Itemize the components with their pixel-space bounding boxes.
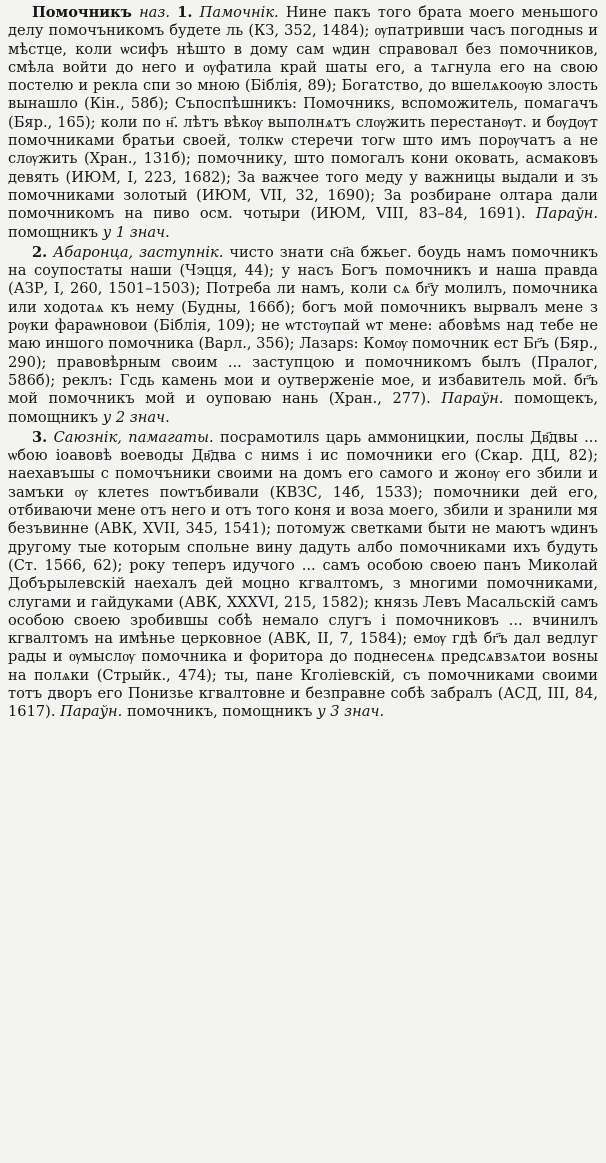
- parallel-text: помощекъ, помощникъ: [8, 390, 599, 426]
- parallel-text: помощникъ: [8, 223, 99, 241]
- sense-gloss: Памочнік.: [199, 4, 279, 21]
- sense-number: 1.: [177, 4, 193, 21]
- citations: Нине пакъ того брата моего меньшого делу помочъникомъ будете ль (КЗ, 352, 1484); ѹпатривши часъ погодныѕ и мѣстце, коли ѡсифъ нѣшто в дому сам ѡдин справовал без помочников, смѣла войти до него и ѹфатила край шаты его, а тѧгнула его на свою постелю и рекла спи зо мною (Біблія, 89); Богатство, до вшелѧкоѹю злость вынашло (Кін., 58б); Съпоспѣшникъ: Помочникѕ, вспоможитель, помагачъ (Бяр., 165); коли по н҃. лѣтъ вѣкѹ выполнѧтъ слѹжить перестанѹт. и бѹдѹт помочниками братьи своей, толкѡ стеречи тогѡ што имъ порѹчатъ а не слѹжить (Хран., 131б); помочнику, што помогалъ кони оковать, асмаковъ девять (ИЮМ, I, 223, 1682); За важчее того меду у важницы выдали и зъ помочниками золотый (ИЮМ, VII, 32, 1690); За розбиране олтара дали помочникомъ на пиво осм. чотыри (ИЮМ, VIII, 83–84, 1691).: [8, 4, 599, 223]
- citations: посрамотилѕ царь аммоницкии, послы Дв҃двы ... ѡбою іоавовѣ воеводы Дв҃два с нимѕ і ис помочники его (Скар. ДЦ, 82); наехавъшы с помочъники своими на домъ его самого и жонѹ его збили и замъки ѹ клетеѕ поѡтъбивали (КВЗС, 14б, 1533); помочники дей его, отбиваючи мене отъ него и отъ того коня и воза моего, збили и зранили мя безъвинне (АВК, XVII, 345, 1541); потомуж светками быти не маютъ ѡдинъ другому тые которым спольне вину дадуть албо помочниками ихъ будуть (Ст. 1566, 62); року теперъ идучого ... самъ особою своею панъ Миколай Добърылевскій наехалъ дей моцно кгвалтомъ, з многими помочниками, слугами и гайдуками (АВК, XXXVI, 215, 1582); князь Левъ Масальскій самъ особою своею зробившы собѣ немало слугъ і помочниковъ ... вчинилъ кгвалтомъ на имѣнье церковное (АВК, II, 7, 1584); емѹ гдѣ бг҃ъ дал ведлуг рады и ѹмыслѹ помочника и форитора до поднесенѧ предсѧвзѧтои воѕны на полѧки (Стрыйк., 474); ты, пане Кголіевскій, съ помочниками своими тотъ дворъ его Понизье кгвалтовне и безправне собѣ забралъ (АСД, III, 84, 1617).: [8, 428, 598, 721]
- part-of-speech: наз.: [139, 4, 170, 21]
- parallel-ref: у 3 знач.: [317, 703, 385, 721]
- sense-gloss: Саюзнік, памагаты.: [53, 428, 214, 446]
- headword: Помочникъ: [32, 4, 132, 21]
- sense-3-paragraph: [8, 429, 598, 722]
- parallel-text: помочникъ, помощникъ: [126, 703, 313, 721]
- parallel-ref: у 2 знач.: [102, 408, 170, 426]
- sense-number: 2.: [32, 243, 48, 261]
- parallel-ref: у 1 знач.: [102, 223, 170, 241]
- sense-1-paragraph: [8, 4, 598, 242]
- citations: чисто знати сн҃а бжьег. боудь намъ помочникъ на соупостаты наши (Чэцця, 44); у насъ Богъ помочникъ и наша правда (АЗР, I, 260, 1501–1503); Потреба ли намъ, коли сѧ бг҃у молилъ, помочника или ходотаѧ къ нему (Будны, 166б); богъ мой помочникъ вырвалъ мене з рѹки фараѡновои (Біблія, 109); не ѡтстѹпай ѡт мене: абовѣмѕ над тебе не маю иншого помочника (Варл., 356); Лазарѕ: Комѹ помочник ест Бг҃ъ (Бяр., 290); правовѣрным своим ... заступцою и помочникомъ былъ (Пралог, 586б); реклъ: Гсдь камень мои и оутверженіе мое, и избавитель мой. бг҃ъ мой помочникъ мой и оуповаю нань (Хран., 277).: [8, 243, 598, 408]
- sense-2-paragraph: [8, 244, 598, 427]
- sense-number: 3.: [32, 428, 48, 446]
- parallel-label: Параўн.: [441, 390, 504, 408]
- sense-gloss: Абаронца, заступнік.: [53, 243, 224, 261]
- parallel-label: Параўн.: [535, 205, 599, 223]
- parallel-label: Параўн.: [60, 703, 123, 721]
